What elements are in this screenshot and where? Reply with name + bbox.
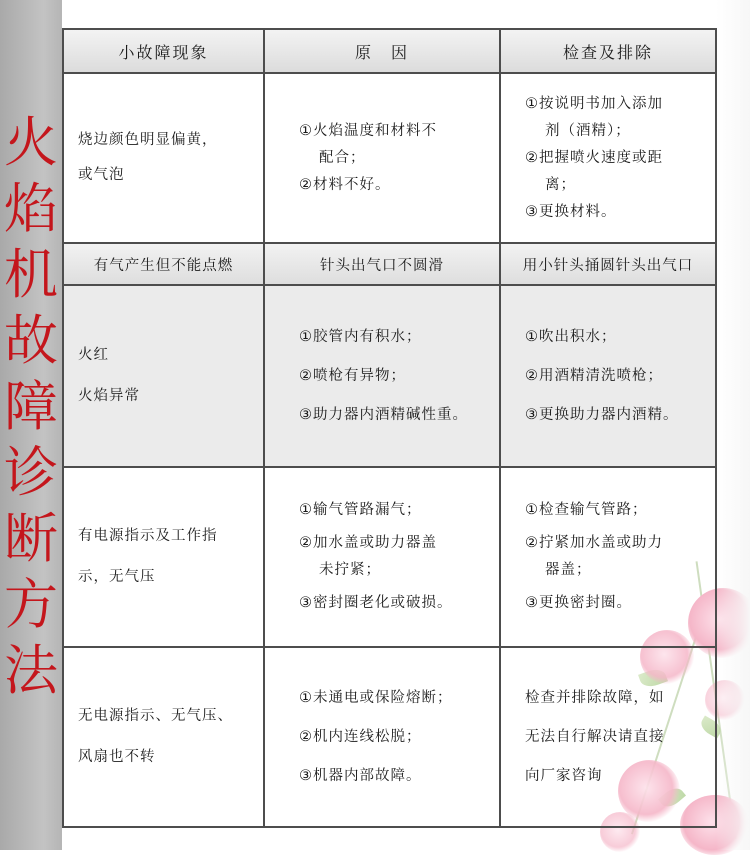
- title-char: 方: [4, 573, 58, 636]
- fix-item: ①按说明书加入添加: [525, 95, 663, 112]
- cause-item: ①胶管内有积水；: [299, 328, 422, 345]
- fix-cell: [500, 73, 716, 243]
- table-row: [63, 285, 716, 467]
- fix-line: 检查并排除故障，如: [525, 689, 665, 706]
- title-char: 障: [4, 375, 58, 438]
- fix-item: ③更换助力器内酒精。: [525, 406, 679, 423]
- title-char: 机: [4, 243, 58, 306]
- header-cause: 原 因: [264, 29, 500, 73]
- title-char: 断: [4, 507, 58, 570]
- cause-item: ②加水盖或助力器盖: [299, 535, 437, 551]
- symptom-line: 有电源指示及工作指: [78, 528, 218, 544]
- table-row: [63, 243, 716, 285]
- fix-cell: [500, 647, 716, 827]
- header-fix: 检查及排除: [500, 29, 716, 73]
- cause-cell: [264, 467, 500, 647]
- fix-cell: [500, 467, 716, 647]
- fix-item: ②拧紧加水盖或助力: [525, 535, 663, 551]
- right-edge-fade: [716, 0, 750, 850]
- header-row: [63, 29, 716, 73]
- cause-cell: [264, 285, 500, 467]
- cause-cell: [264, 73, 500, 243]
- fix-item: ①吹出积水；: [525, 328, 617, 345]
- vertical-title: [2, 110, 60, 704]
- cause-item: ①输气管路漏气；: [299, 502, 422, 518]
- fix-item: ②用酒精清洗喷枪；: [525, 367, 663, 384]
- cause-item: ①火焰温度和材料不: [299, 122, 437, 139]
- cause-item: ③密封圈老化或破损。: [299, 595, 453, 611]
- fix-item: ③更换密封圈。: [525, 595, 632, 611]
- cause-item-cont: 未拧紧；: [319, 562, 381, 578]
- title-char: 焰: [4, 177, 58, 240]
- fix-cell: [500, 285, 716, 467]
- fix-item-cont: 器盖；: [545, 562, 592, 578]
- symptom-cell: [63, 73, 264, 243]
- title-char: 法: [4, 639, 58, 702]
- cause-item: ②喷枪有异物；: [299, 367, 406, 384]
- symptom-line: 或气泡: [78, 167, 125, 183]
- cause-item: ②材料不好。: [299, 176, 391, 193]
- fix-item: ①检查输气管路；: [525, 502, 648, 518]
- left-side-bar: [0, 0, 62, 850]
- cause-item: ③机器内部故障。: [299, 767, 422, 784]
- symptom-cell: [63, 285, 264, 467]
- title-char: 诊: [4, 441, 58, 504]
- symptom-line: 火焰异常: [78, 388, 140, 404]
- symptom-line: 示，无气压: [78, 569, 156, 585]
- cause-cell: 针头出气口不圆滑: [264, 243, 500, 285]
- fix-line: 向厂家咨询: [525, 767, 603, 784]
- symptom-cell: [63, 467, 264, 647]
- table-row: [63, 467, 716, 647]
- table-row: [63, 73, 716, 243]
- symptom-line: 烧边颜色明显偏黄，: [78, 132, 218, 148]
- symptom-line: 风扇也不转: [78, 749, 156, 765]
- table-row: [63, 647, 716, 827]
- symptom-line: 无电源指示、无气压、: [78, 708, 233, 724]
- symptom-cell: 有气产生但不能点燃: [63, 243, 264, 285]
- cause-cell: [264, 647, 500, 827]
- fix-item: ②把握喷火速度或距: [525, 149, 663, 166]
- header-symptom: 小故障现象: [63, 29, 264, 73]
- fix-cell: 用小针头捅圆针头出气口: [500, 243, 716, 285]
- fault-diagnosis-table: [62, 28, 717, 828]
- fix-item: ③更换材料。: [525, 203, 617, 220]
- cause-item-cont: 配合；: [319, 149, 366, 166]
- title-char: 故: [4, 309, 58, 372]
- fix-item-cont: 剂（酒精）；: [545, 122, 631, 139]
- symptom-line: 火红: [78, 347, 109, 363]
- cause-item: ①未通电或保险熔断；: [299, 689, 453, 706]
- fix-item-cont: 离；: [545, 176, 576, 193]
- symptom-cell: [63, 647, 264, 827]
- cause-item: ③助力器内酒精碱性重。: [299, 406, 468, 423]
- cause-item: ②机内连线松脱；: [299, 728, 422, 745]
- title-char: 火: [4, 111, 58, 174]
- fix-line: 无法自行解决请直接: [525, 728, 665, 745]
